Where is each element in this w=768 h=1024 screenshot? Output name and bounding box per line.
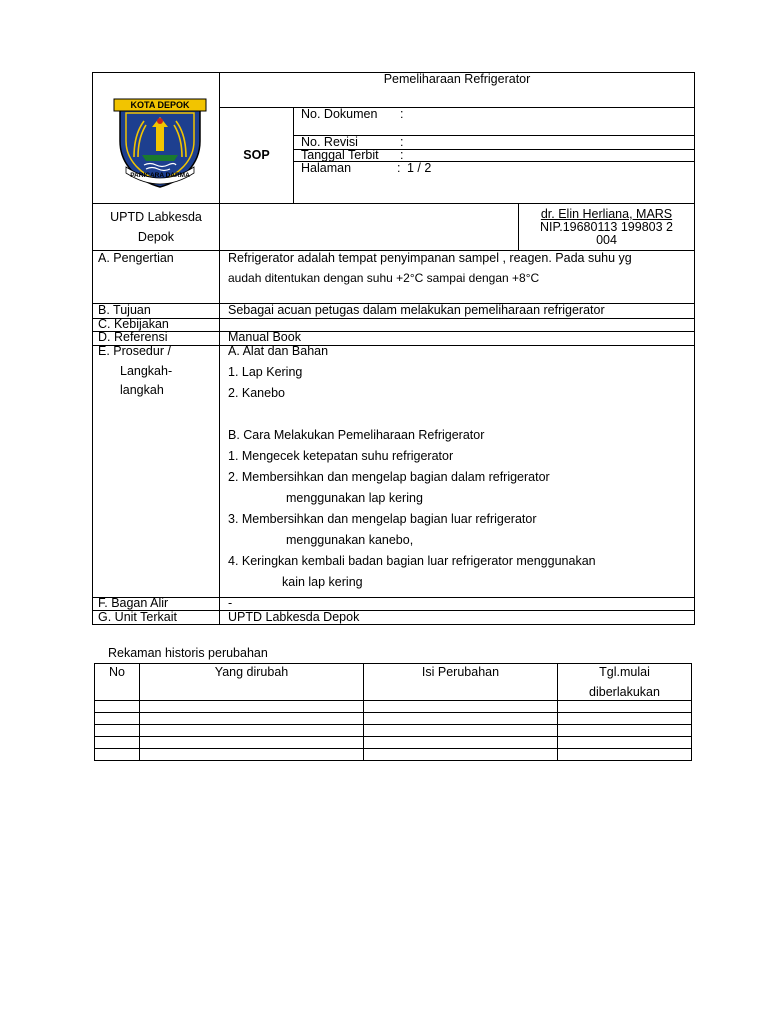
tanggal-terbit-sep: : xyxy=(400,148,404,162)
border-left xyxy=(92,72,93,625)
section-a-text-1: Refrigerator adalah tempat penyimpanan sampel , reagen. Pada suhu yg xyxy=(228,251,632,265)
procedure-line: B. Cara Melakukan Pemeliharaan Refrigerator xyxy=(228,428,485,442)
section-d-label: D. Referensi xyxy=(98,330,168,344)
no-dokumen-sep: : xyxy=(400,107,404,121)
logo-motto-text: PARICARA DARMA xyxy=(130,172,190,179)
history-header-diberlakukan: diberlakukan xyxy=(589,685,660,699)
history-row-divider xyxy=(94,700,692,701)
divider-header xyxy=(92,203,695,204)
history-title: Rekaman historis perubahan xyxy=(108,646,268,660)
sop-label: SOP xyxy=(243,148,270,162)
section-g-label: G. Unit Terkait xyxy=(98,610,177,624)
procedure-line: 2. Kanebo xyxy=(228,386,285,400)
section-f-label: F. Bagan Alir xyxy=(98,596,169,610)
history-row-divider xyxy=(94,712,692,713)
border-right xyxy=(694,72,695,625)
section-c-label: C. Kebijakan xyxy=(98,317,169,331)
history-header-no: No xyxy=(109,665,125,679)
divider-d xyxy=(92,345,695,346)
border-bottom xyxy=(92,624,695,625)
section-f-text: - xyxy=(228,596,233,610)
procedure-line: 1. Lap Kering xyxy=(228,365,303,379)
divider-c xyxy=(92,331,695,332)
tanggal-terbit-label: Tanggal Terbit xyxy=(301,148,379,162)
no-dokumen-label: No. Dokumen xyxy=(301,107,378,121)
no-revisi-sep: : xyxy=(400,135,404,149)
no-revisi-label: No. Revisi xyxy=(301,135,358,149)
history-border-top xyxy=(94,663,692,664)
section-g-text: UPTD Labkesda Depok xyxy=(228,610,360,624)
divider-title xyxy=(219,107,695,108)
signatory-nip-1: NIP.19680113 199803 2 xyxy=(540,220,673,234)
section-e-label-3: langkah xyxy=(120,383,164,397)
history-row-divider xyxy=(94,724,692,725)
procedure-line: 4. Keringkan kembali badan bagian luar refrigerator menggunakan xyxy=(228,554,596,568)
signatory-name: dr. Elin Herliana, MARS xyxy=(540,207,673,221)
halaman-label: Halaman xyxy=(301,161,352,175)
unit-name-line2: Depok xyxy=(137,230,175,244)
unit-name-line1: UPTD Labkesda xyxy=(110,210,202,224)
procedure-line: 1. Mengecek ketepatan suhu refrigerator xyxy=(228,449,454,463)
history-header-yang-dirubah: Yang dirubah xyxy=(214,665,289,679)
divider-f xyxy=(92,610,695,611)
divider-b xyxy=(92,318,695,319)
procedure-line: A. Alat dan Bahan xyxy=(228,344,329,358)
section-b-label: B. Tujuan xyxy=(98,303,151,317)
section-a-text-2: audah ditentukan dengan suhu +2°C sampai dengan +8°C xyxy=(228,271,540,285)
procedure-line: 2. Membersihkan dan mengelap bagian dalam refrigerator xyxy=(228,470,550,484)
halaman-value: 1 / 2 xyxy=(407,161,432,175)
section-b-text: Sebagai acuan petugas dalam melakukan pemeliharaan refrigerator xyxy=(228,303,605,317)
history-row-divider xyxy=(94,748,692,749)
divider-e xyxy=(92,597,695,598)
procedure-line: menggunakan lap kering xyxy=(286,491,423,505)
procedure-line: menggunakan kanebo, xyxy=(286,533,414,547)
logo-banner-text: KOTA DEPOK xyxy=(130,100,190,110)
procedure-line: kain lap kering xyxy=(282,575,363,589)
history-row-divider xyxy=(94,736,692,737)
signatory-nip-2: 004 xyxy=(596,233,617,247)
section-e-label-2: Langkah- xyxy=(120,364,173,378)
section-d-text: Manual Book xyxy=(228,330,301,344)
document-title: Pemeliharaan Refrigerator xyxy=(383,72,531,86)
procedure-line: 3. Membersihkan dan mengelap bagian luar refrigerator xyxy=(228,512,537,526)
divider-sop-col xyxy=(293,107,294,203)
halaman-sep: : xyxy=(397,161,401,175)
history-header-isi-perubahan: Isi Perubahan xyxy=(421,665,500,679)
section-a-label: A. Pengertian xyxy=(98,251,174,265)
section-e-label-1: E. Prosedur / xyxy=(98,344,171,358)
kota-depok-logo xyxy=(112,97,208,189)
history-header-tgl-mulai: Tgl.mulai xyxy=(599,665,650,679)
history-border-bottom xyxy=(94,760,692,761)
